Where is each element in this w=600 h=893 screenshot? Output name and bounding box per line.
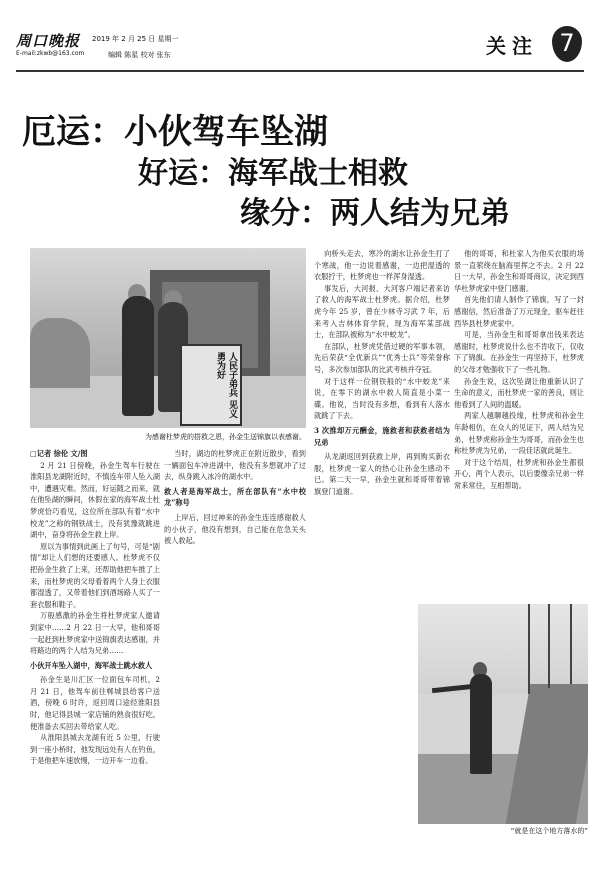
article-paragraph: 孙金生是川汇区一位面包车司机，2 月 21 日，他驾车前往郸城县给客户送酒，傍晚 6 时许，返回周口途经淮阳县时，他记得县城一家店铺的熟食很好吃，便准备去买回去带给家人吃。: [30, 675, 160, 731]
photo-person: [122, 296, 154, 416]
subheading: 救人者是海军战士，所在部队有“水中校龙”称号: [164, 486, 306, 508]
photo-plants: [30, 318, 90, 388]
article-paragraph: 从龙湖返回到获救上岸，再到购买新衣服，杜梦虎一家人的热心让孙金生感动不已。第二天一早，孙金生就和哥哥带着锦旗登门道谢。: [314, 452, 450, 496]
photo-caption: “就是在这个地方落水的”: [510, 827, 588, 835]
photo-tree: [548, 604, 550, 688]
section-title: 关注: [486, 34, 538, 58]
article-paragraph: 向桥头走去，寒冷的湖水让孙金生打了个寒战，他一边说着感谢，一边把湿透的衣服拧干，杜梦虎也一样浑身湿透。: [314, 249, 450, 282]
editors: 编辑 陈星 校对 张东: [108, 51, 171, 59]
newspaper-brand: 周口晚报: [16, 32, 81, 50]
photo-tree: [570, 604, 572, 684]
email: E-mail:zkwb@163.com: [16, 50, 85, 57]
article-paragraph: 万般感激的孙金生将杜梦虎家人邀请到家中……2 月 22 日一大早，他和哥哥一起赶到杜梦虎家中送锦旗表达感谢，并将路边的两个人结为兄弟……: [30, 611, 160, 656]
photo-person: [470, 674, 492, 774]
article-paragraph: 上岸后，回过神来的孙金生连连感谢救人的小伙子，他没有想到，自己能在危急关头被人救起。: [164, 512, 306, 546]
article-paragraph: 当时，湖边的杜梦虎正在附近散步，看到一辆面包车冲进湖中，他没有多想就冲了过去，纵身跳入冰冷的湖水中。: [164, 449, 306, 482]
article-column: [164, 448, 306, 868]
page-number: 7: [552, 26, 582, 62]
photo-silk-banner: [180, 344, 242, 426]
article-paragraph: 原以为事情到此画上了句号，可是“剧情”却让人们想的还要感人。杜梦虎不仅把孙金生救了上来，还帮助他把车推了上来，而杜梦虎的父母看着两个人身上衣服都湿透了，又带着他们到酒场路人买了一套衣服和鞋子。: [30, 541, 160, 609]
banner-text: 人民子弟兵 见义勇为好: [215, 352, 237, 419]
article-paragraph: 可是，当孙金生和哥哥拿出钱来表达感谢时，杜梦虎说什么也不肯收下，仅收下了锦旗。在孙金生一再坚持下，杜梦虎的父母才勉强收下了一些礼物。: [454, 330, 584, 374]
article-paragraph: 两家人越聊越投缘，杜梦虎和孙金生年龄相仿，在众人的见证下，两人结为兄弟，杜梦虎称孙金生为哥哥，而孙金生也称杜梦虎为兄弟，一段佳话就此诞生。: [454, 411, 584, 456]
article-paragraph: 对于这个结局，杜梦虎和孙金生都很开心，两个人表示，以后要像亲兄弟一样常来常往，互相帮助。: [454, 457, 584, 490]
article-paragraph: 2 月 21 日傍晚，孙金生驾车行驶在淮阳县龙湖附近时，不慎连车带人坠入湖中，遭遇灾难。然而，好运随之而来，就在他坠湖的瞬间，休假在家的海军战士杜梦虎恰巧看见，这位所在部队有着“水中校龙”之称的钢铁战士，没有犹豫就跳进湖中，奋身将孙金生救上岸。: [30, 460, 160, 540]
byline: □记者 徐伦 文/图: [30, 449, 88, 458]
photo-lakeside: [418, 604, 588, 824]
article-paragraph: 孙金生说，这次坠湖让他重新认识了生命的意义，而杜梦虎一家的善良，则让他看到了人间的温暖。: [454, 376, 584, 409]
subheading: 小伙开车坠入湖中，海军战士跳水救人: [30, 660, 153, 670]
dateline: 2019 年 2 月 25 日 星期一: [92, 35, 179, 43]
headline-line-2: 好运：海军战士相救: [138, 156, 408, 191]
article-column: [30, 448, 160, 868]
header-rule: [16, 70, 584, 72]
article-paragraph: 首先他们请人制作了锦旗，写了一封感谢信，然后准备了万元现金，驱车赶往西华县杜梦虎家中。: [454, 295, 584, 328]
photo-tree: [528, 604, 530, 694]
article-paragraph: 事发后，大河报、大河客户端记者来访了救人的海军战士杜梦虎。据介绍，杜梦虎今年 25 岁，曾在少林寺习武 7 年，后来考入吉林体育学院，现为海军某部战士，在部队被称为“水中蛟龙”。: [314, 283, 450, 340]
headline-line-1: 厄运：小伙驾车坠湖: [22, 112, 328, 152]
article-paragraph: 在部队，杜梦虎凭借过硬的军事本领，先后荣获“全优新兵”“优秀士兵”等荣誉称号，多次参加部队的比武考核并夺冠。: [314, 341, 450, 374]
masthead: [16, 30, 584, 64]
headline-line-3: 缘分：两人结为兄弟: [240, 196, 510, 231]
article-paragraph: 他的哥哥，和杜家人为他买衣服的场景一直萦绕在脑海里挥之不去。2 月 22 日一大早，孙金生和哥哥商议，决定到西华杜梦虎家中登门感谢。: [454, 249, 584, 293]
photo-pointing-arm: [432, 684, 474, 693]
article-paragraph: 从淮阳县城去龙湖有近 5 公里，行驶到一座小桥时，他发现远处有人在钓鱼，于是他把车速放慢，一边开车一边看。: [30, 733, 160, 766]
article-paragraph: 对于这样一位钢铁般的“水中蛟龙”来说，在零下的湖水中救人简直是小菜一碟。他说，当时没有多想，看到有人落水就跳了下去。: [314, 376, 450, 421]
photo-banner-presentation: [30, 248, 306, 428]
photo-caption: 为感谢杜梦虎的搭救之恩，孙金生送锦旗以表感谢。: [145, 433, 306, 441]
subheading: 3 次推却万元酬金，施救者和获救者结为兄弟: [314, 425, 450, 447]
